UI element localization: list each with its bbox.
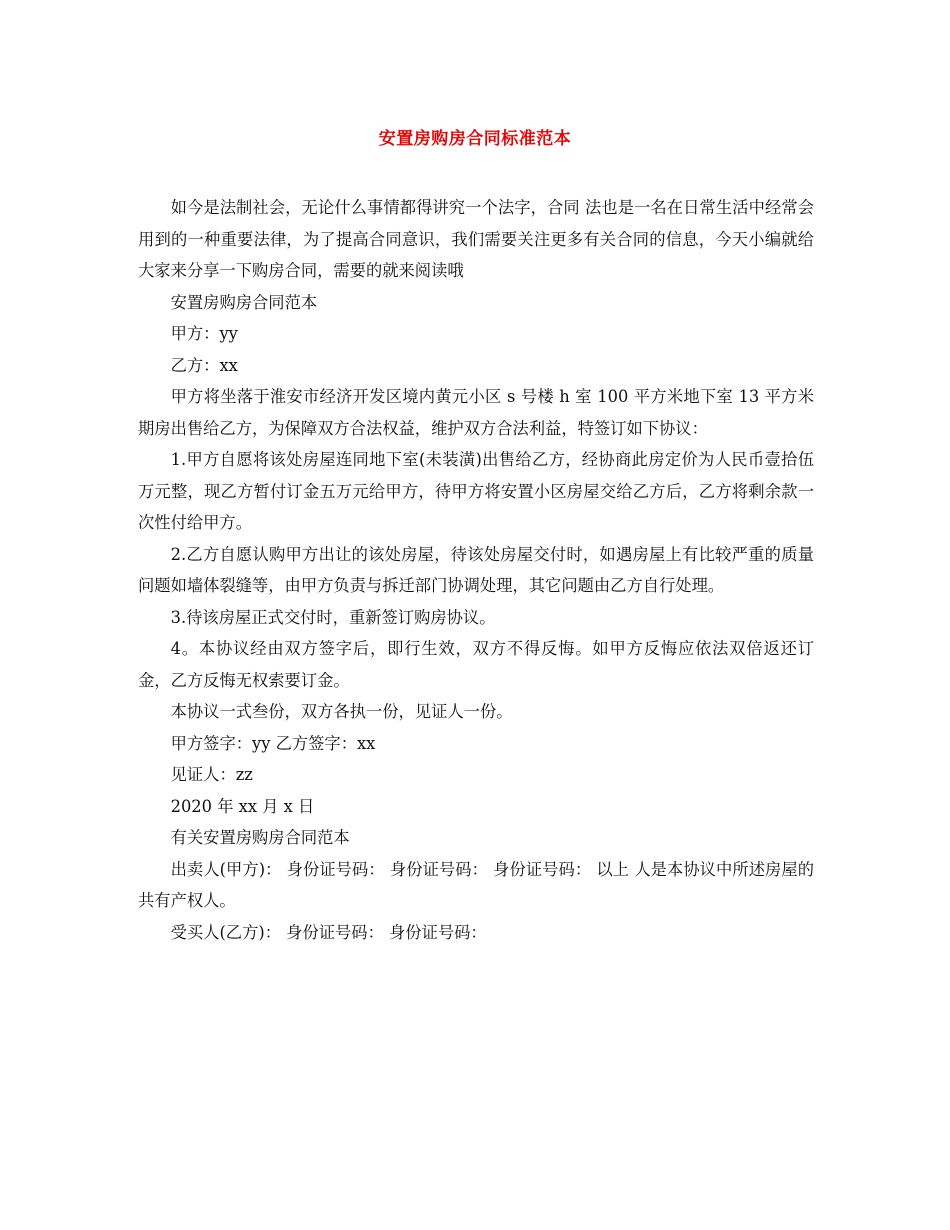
document-body (138, 192, 814, 948)
contract-heading: 安置房购房合同范本 (170, 292, 318, 312)
intro-paragraph: 如今是法制社会，无论什么事情都得讲究一个法字，合同 法也是一名在日常生活中经常会用到的一种重要法律，为了提高合同意识，我们需要关注更多有关合同的信息，今天小编就给大家来分享一下购房合同，需要的就来阅读哦 (138, 198, 814, 280)
property-paragraph: 甲方将坐落于淮安市经济开发区境内黄元小区 s 号楼 h 室 100 平方米地下室 13 平方米期房出售给乙方，为保障双方合法权益，维护双方合法利益，特签订如下协议： (138, 387, 814, 438)
party-a-line: 甲方：yy (170, 324, 238, 343)
clause-2: 2.乙方自愿认购甲方出让的该处房屋，待该处房屋交付时，如遇房屋上有比较严重的质量问题如墙体裂缝等，由甲方负责与拆迁部门协调处理，其它问题由乙方自行处理。 (138, 544, 814, 595)
seller-paragraph: 出卖人(甲方)： 身份证号码： 身份证号码： 身份证号码： 以上 人是本协议中所述房屋的共有产权人。 (138, 859, 814, 910)
copies-line: 本协议一式叁份，双方各执一份，见证人一份。 (170, 702, 513, 721)
party-b-line: 乙方：xx (170, 355, 238, 375)
second-contract-heading: 有关安置房购房合同范本 (170, 828, 350, 847)
clause-1: 1.甲方自愿将该处房屋连同地下室(未装潢)出售给乙方，经协商此房定价为人民币壹拾伍万元整，现乙方暂付订金五万元给甲方，待甲方将安置小区房屋交给乙方后，乙方将剩余款一次性付给甲方。 (138, 450, 814, 532)
date-line: 2020 年 xx 月 x 日 (170, 796, 315, 816)
witness-line: 见证人：zz (170, 765, 253, 784)
signature-line: 甲方签字：yy 乙方签字：xx (170, 733, 376, 753)
buyer-paragraph: 受买人(乙方)： 身份证号码： 身份证号码： (170, 922, 487, 942)
clause-3: 3.待该房屋正式交付时，重新签订购房协议。 (170, 607, 496, 627)
clause-4: 4。本协议经由双方签字后，即行生效，双方不得反悔。如甲方反悔应依法双倍返还订金，乙方反悔无权索要订金。 (138, 639, 814, 690)
document-title: 安置房购房合同标准范本 (378, 129, 572, 149)
